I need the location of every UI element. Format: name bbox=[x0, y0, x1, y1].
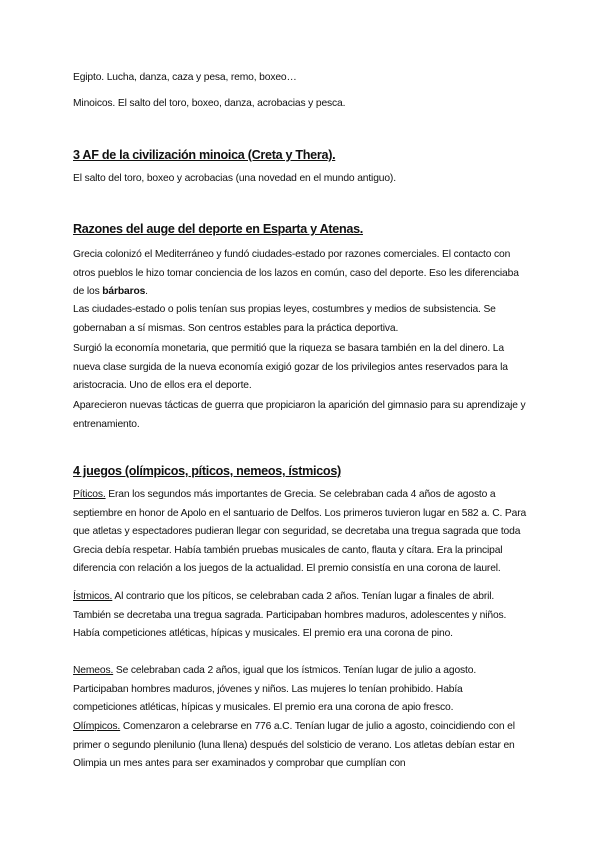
heading-civilizacion-minoica: 3 AF de la civilización minoica (Creta y Thera). bbox=[73, 148, 336, 162]
istmicos-paragraph bbox=[73, 588, 528, 644]
istmicos-text: Al contrario que los píticos, se celebraban cada 2 años. Tenían lugar a finales de abril. También se decretaba una tregua sagrada. Participaban hombres maduros, adolescentes y niños. Había competiciones atléticas, hípicas y musicales. El premio era una corona de pino. bbox=[73, 591, 507, 639]
razones-paragraph-3: Surgió la economía monetaria, que permitió que la riqueza se basara también en la del dinero. La nueva clase surgida de la nueva economía exigió gozar de los privilegios antes reservados para la aristocracia. Uno de ellos era el deporte. bbox=[73, 343, 508, 391]
istmicos-label: Ístmicos. bbox=[73, 591, 113, 602]
razones-paragraph-1 bbox=[73, 246, 528, 302]
nemeos-paragraph bbox=[73, 662, 528, 718]
olimpicos-paragraph bbox=[73, 718, 528, 774]
barbaros-term: bárbaros bbox=[102, 286, 146, 297]
heading-cuatro-juegos: 4 juegos (olímpicos, píticos, nemeos, ístmicos) bbox=[73, 464, 341, 478]
razones-p1-end: . bbox=[145, 286, 148, 297]
piticos-label: Píticos. bbox=[73, 489, 106, 500]
piticos-text: Eran los segundos más importantes de Grecia. Se celebraban cada 4 años de agosto a septiembre en honor de Apolo en el santuario de Delfos. Los primeros tuvieron lugar en 582 a. C. Para que atletas y espectadores pudieran llegar con seguridad, se decretaba una tregua sagrada que toda Grecia debía respetar. Había también pruebas musicales de canto, flauta y cítara. Era la principal diferencia con relación a los juegos de la actualidad. El premio consistía en una corona de laurel. bbox=[73, 489, 527, 574]
egipto-line: Egipto. Lucha, danza, caza y pesa, remo, boxeo… bbox=[73, 72, 297, 83]
heading-razones-auge: Razones del auge del deporte en Esparta y Atenas. bbox=[73, 222, 363, 236]
olimpicos-text: Comenzaron a celebrarse en 776 a.C. Tenían lugar de julio a agosto, coincidiendo con el primer o segundo plenilunio (luna llena) después del solsticio de verano. Los atletas debían estar en Olimpia un mes antes para ser examinados y comprobar que cumplían con bbox=[73, 721, 515, 769]
olimpicos-label: Olímpicos. bbox=[73, 721, 121, 732]
razones-p1-text: Grecia colonizó el Mediterráneo y fundó ciudades-estado por razones comerciales. El contacto con otros pueblos le hizo tomar conciencia de los lazos en común, caso del deporte. Eso les diferenciaba de los bbox=[73, 249, 519, 297]
minoicos-line: Minoicos. El salto del toro, boxeo, danza, acrobacias y pesca. bbox=[73, 98, 346, 109]
piticos-paragraph bbox=[73, 486, 528, 579]
nemeos-label: Nemeos. bbox=[73, 665, 114, 676]
nemeos-text: Se celebraban cada 2 años, igual que los ístmicos. Tenían lugar de julio a agosto. Participaban hombres maduros, jóvenes y niños. Las mujeres lo tenían prohibido. Había competiciones atléticas, hípicas y musicales. El premio era una corona de apio fresco. bbox=[73, 665, 477, 713]
razones-paragraph-2: Las ciudades-estado o polis tenían sus propias leyes, costumbres y medios de subsistencia. Se gobernaban a sí mismas. Son centros estables para la práctica deportiva. bbox=[73, 304, 496, 334]
razones-paragraph-4: Aparecieron nuevas tácticas de guerra que propiciaron la aparición del gimnasio para su aprendizaje y entrenamiento. bbox=[73, 400, 526, 430]
minoica-text: El salto del toro, boxeo y acrobacias (una novedad en el mundo antiguo). bbox=[73, 173, 396, 184]
